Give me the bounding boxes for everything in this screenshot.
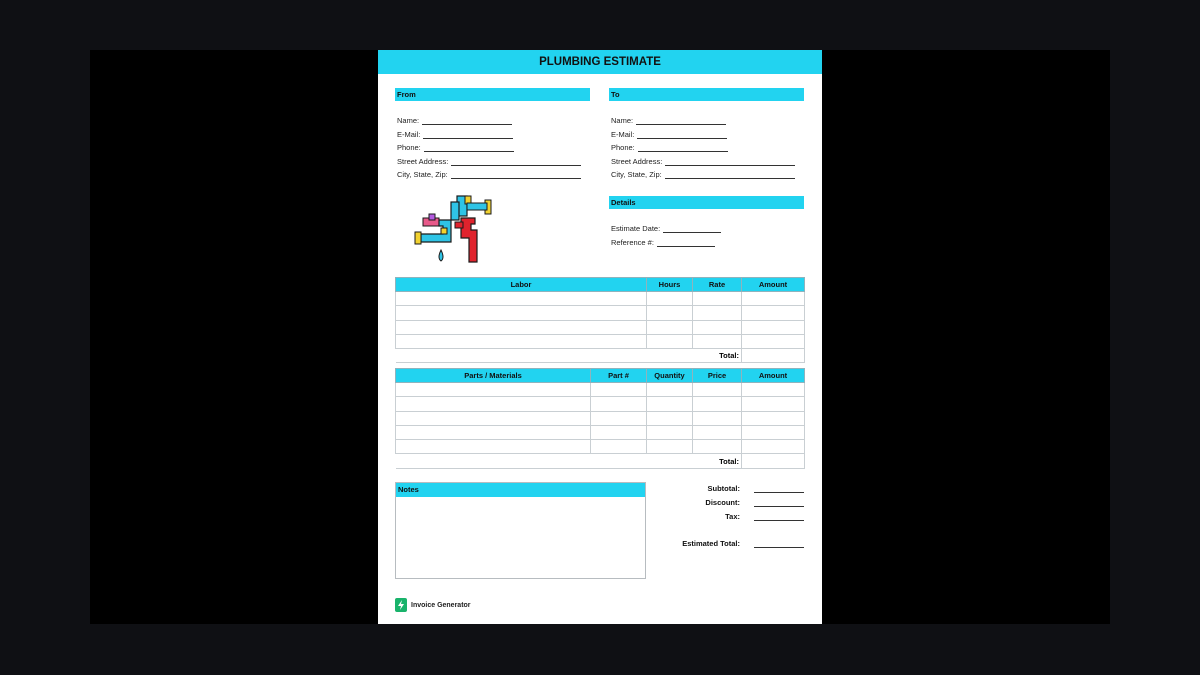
field-label: E-Mail:: [397, 130, 421, 139]
to-street-field[interactable]: [611, 157, 795, 166]
table-row[interactable]: [396, 425, 805, 439]
table-row[interactable]: [396, 306, 805, 320]
document-title: PLUMBING ESTIMATE: [378, 50, 822, 74]
estimated-total-line: [754, 540, 804, 548]
table-row[interactable]: [396, 397, 805, 411]
tax-label: Tax:: [725, 512, 740, 521]
discount-line: [754, 499, 804, 507]
field-label: City, State, Zip:: [611, 170, 662, 179]
labor-table: [395, 277, 805, 363]
parts-table: [395, 368, 805, 469]
subtotal-line: [754, 485, 804, 493]
parts-col-materials: Parts / Materials: [396, 369, 591, 383]
to-heading: To: [609, 88, 804, 101]
labor-col-labor: Labor: [396, 278, 647, 292]
table-row[interactable]: [396, 292, 805, 306]
subtotal-row[interactable]: [668, 484, 804, 493]
parts-total-row: [396, 454, 805, 468]
table-row[interactable]: [396, 383, 805, 397]
labor-header-row: [396, 278, 805, 292]
tax-line: [754, 513, 804, 521]
labor-total-label: Total:: [396, 349, 742, 363]
table-row[interactable]: [396, 334, 805, 348]
field-label: Reference #:: [611, 238, 654, 247]
brand-name: Invoice Generator: [411, 601, 471, 609]
tax-row[interactable]: [668, 512, 804, 521]
parts-col-price: Price: [693, 369, 742, 383]
to-name-field[interactable]: [611, 116, 726, 125]
details-heading: Details: [609, 196, 804, 209]
labor-total-value[interactable]: [742, 349, 805, 363]
parts-col-amount: Amount: [742, 369, 805, 383]
notes-heading: Notes: [396, 483, 645, 497]
from-city-field[interactable]: [397, 170, 581, 179]
field-label: Street Address:: [397, 157, 449, 166]
discount-row[interactable]: [668, 498, 804, 507]
estimate-document: [378, 50, 822, 624]
field-label: Phone:: [611, 143, 635, 152]
estimate-date-field[interactable]: [611, 224, 721, 233]
reference-field[interactable]: [611, 238, 715, 247]
discount-label: Discount:: [705, 498, 740, 507]
to-phone-field[interactable]: [611, 143, 728, 152]
estimated-total-label: Estimated Total:: [682, 539, 740, 548]
parts-col-quantity: Quantity: [647, 369, 693, 383]
notes-box[interactable]: [395, 482, 646, 579]
to-city-field[interactable]: [611, 170, 795, 179]
table-row[interactable]: [396, 320, 805, 334]
field-label: City, State, Zip:: [397, 170, 448, 179]
parts-total-value[interactable]: [742, 454, 805, 468]
from-name-field[interactable]: [397, 116, 512, 125]
to-email-field[interactable]: [611, 130, 727, 139]
plumbing-pipes-wrench-icon: [411, 190, 497, 270]
estimated-total-row[interactable]: [668, 539, 804, 548]
field-label: Name:: [611, 116, 634, 125]
table-row[interactable]: [396, 440, 805, 454]
from-email-field[interactable]: [397, 130, 513, 139]
parts-total-label: Total:: [396, 454, 742, 468]
labor-col-hours: Hours: [647, 278, 693, 292]
subtotal-label: Subtotal:: [707, 484, 740, 493]
table-row[interactable]: [396, 411, 805, 425]
parts-col-part-number: Part #: [591, 369, 647, 383]
field-label: Estimate Date:: [611, 224, 661, 233]
labor-col-rate: Rate: [693, 278, 742, 292]
from-street-field[interactable]: [397, 157, 581, 166]
from-phone-field[interactable]: [397, 143, 514, 152]
field-label: Name:: [397, 116, 420, 125]
parts-header-row: [396, 369, 805, 383]
field-label: Street Address:: [611, 157, 663, 166]
labor-total-row: [396, 349, 805, 363]
field-label: E-Mail:: [611, 130, 635, 139]
lightning-bolt-icon: [395, 598, 407, 612]
brand-logo: [395, 598, 471, 612]
field-label: Phone:: [397, 143, 421, 152]
labor-col-amount: Amount: [742, 278, 805, 292]
from-heading: From: [395, 88, 590, 101]
